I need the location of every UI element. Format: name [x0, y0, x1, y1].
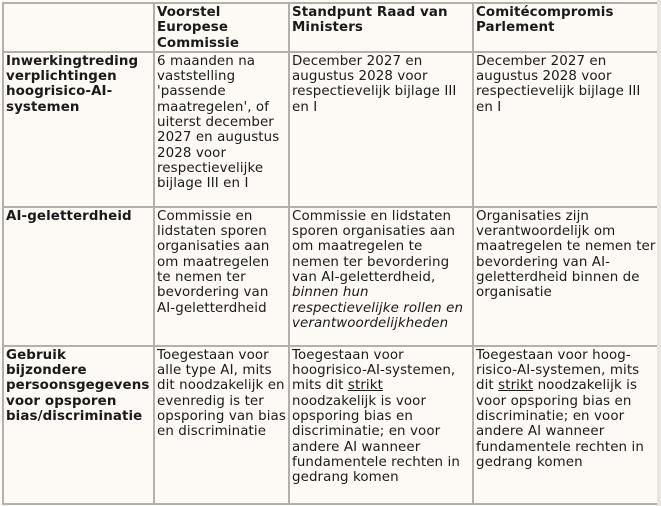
comparison-table [2, 2, 661, 505]
header-row [3, 3, 660, 52]
underlined-text: strikt [498, 378, 534, 394]
cell-raad [289, 207, 473, 346]
underlined-text: strikt [347, 378, 383, 394]
header-commissie: Voorstel Europese Commissie [154, 3, 289, 52]
table-row [3, 346, 660, 504]
header-empty [3, 3, 154, 52]
cell-text: noodzakelijk is voor opsporing bias en discriminatie; en voor andere AI wanneer fundamentele rechten in gedrang komen [292, 393, 460, 486]
row-topic: Gebruik bijzondere persoonsgegevens voor opsporen bias/discriminatie [3, 346, 154, 504]
cell-raad: December 2027 en augustus 2028 voor respectievelijk bijlage III en I [289, 52, 473, 207]
header-raad: Standpunt Raad van Ministers [289, 3, 473, 52]
cell-text: Toegestaan voor hoogrisico-AI-systemen, mits dit [292, 347, 456, 394]
cell-text: Toegestaan voor hoog-risico-AI-systemen, mits dit [476, 347, 640, 394]
cell-text: noodzakelijk is voor opsporing bias en discriminatie; en voor andere AI wanneer fundamentele rechten in gedrang komen [476, 378, 644, 470]
cell-parlement: December 2027 en augustus 2028 voor respectievelijk bijlage III en I [473, 52, 660, 207]
table-row [3, 207, 660, 346]
cell-commissie: Toegestaan voor alle type AI, mits dit noodzakelijk en evenredig is ter opsporing van bias en discriminatie [154, 346, 289, 504]
cell-raad [289, 346, 473, 504]
cell-parlement [473, 346, 660, 504]
page-edge [657, 0, 661, 506]
table-row [3, 52, 660, 207]
row-topic: AI-geletterdheid [3, 207, 154, 346]
row-topic: Inwerkingtreding verplichtingen hoogrisico-AI-systemen [3, 52, 154, 207]
cell-commissie: 6 maanden na vaststelling 'passende maatregelen', of uiterst december 2027 en augustus 2028 voor respectievelijke bijlage III en I [154, 52, 289, 207]
cell-commissie: Commissie en lidstaten sporen organisaties aan om maatregelen te nemen ter bevordering van AI-geletterdheid [154, 207, 289, 346]
cell-parlement: Organisaties zijn verantwoordelijk om maatregelen te nemen ter bevordering van AI-geletterdheid binnen de organisatie [473, 207, 660, 346]
cell-text: Commissie en lidstaten sporen organisaties aan om maatregelen te nemen ter bevordering van AI-geletterdheid, [292, 208, 456, 286]
cell-italic-text: binnen hun respectievelijke rollen en verantwoordelijkheden [292, 285, 464, 331]
header-parlement: Comitécompromis Parlement [473, 3, 660, 52]
